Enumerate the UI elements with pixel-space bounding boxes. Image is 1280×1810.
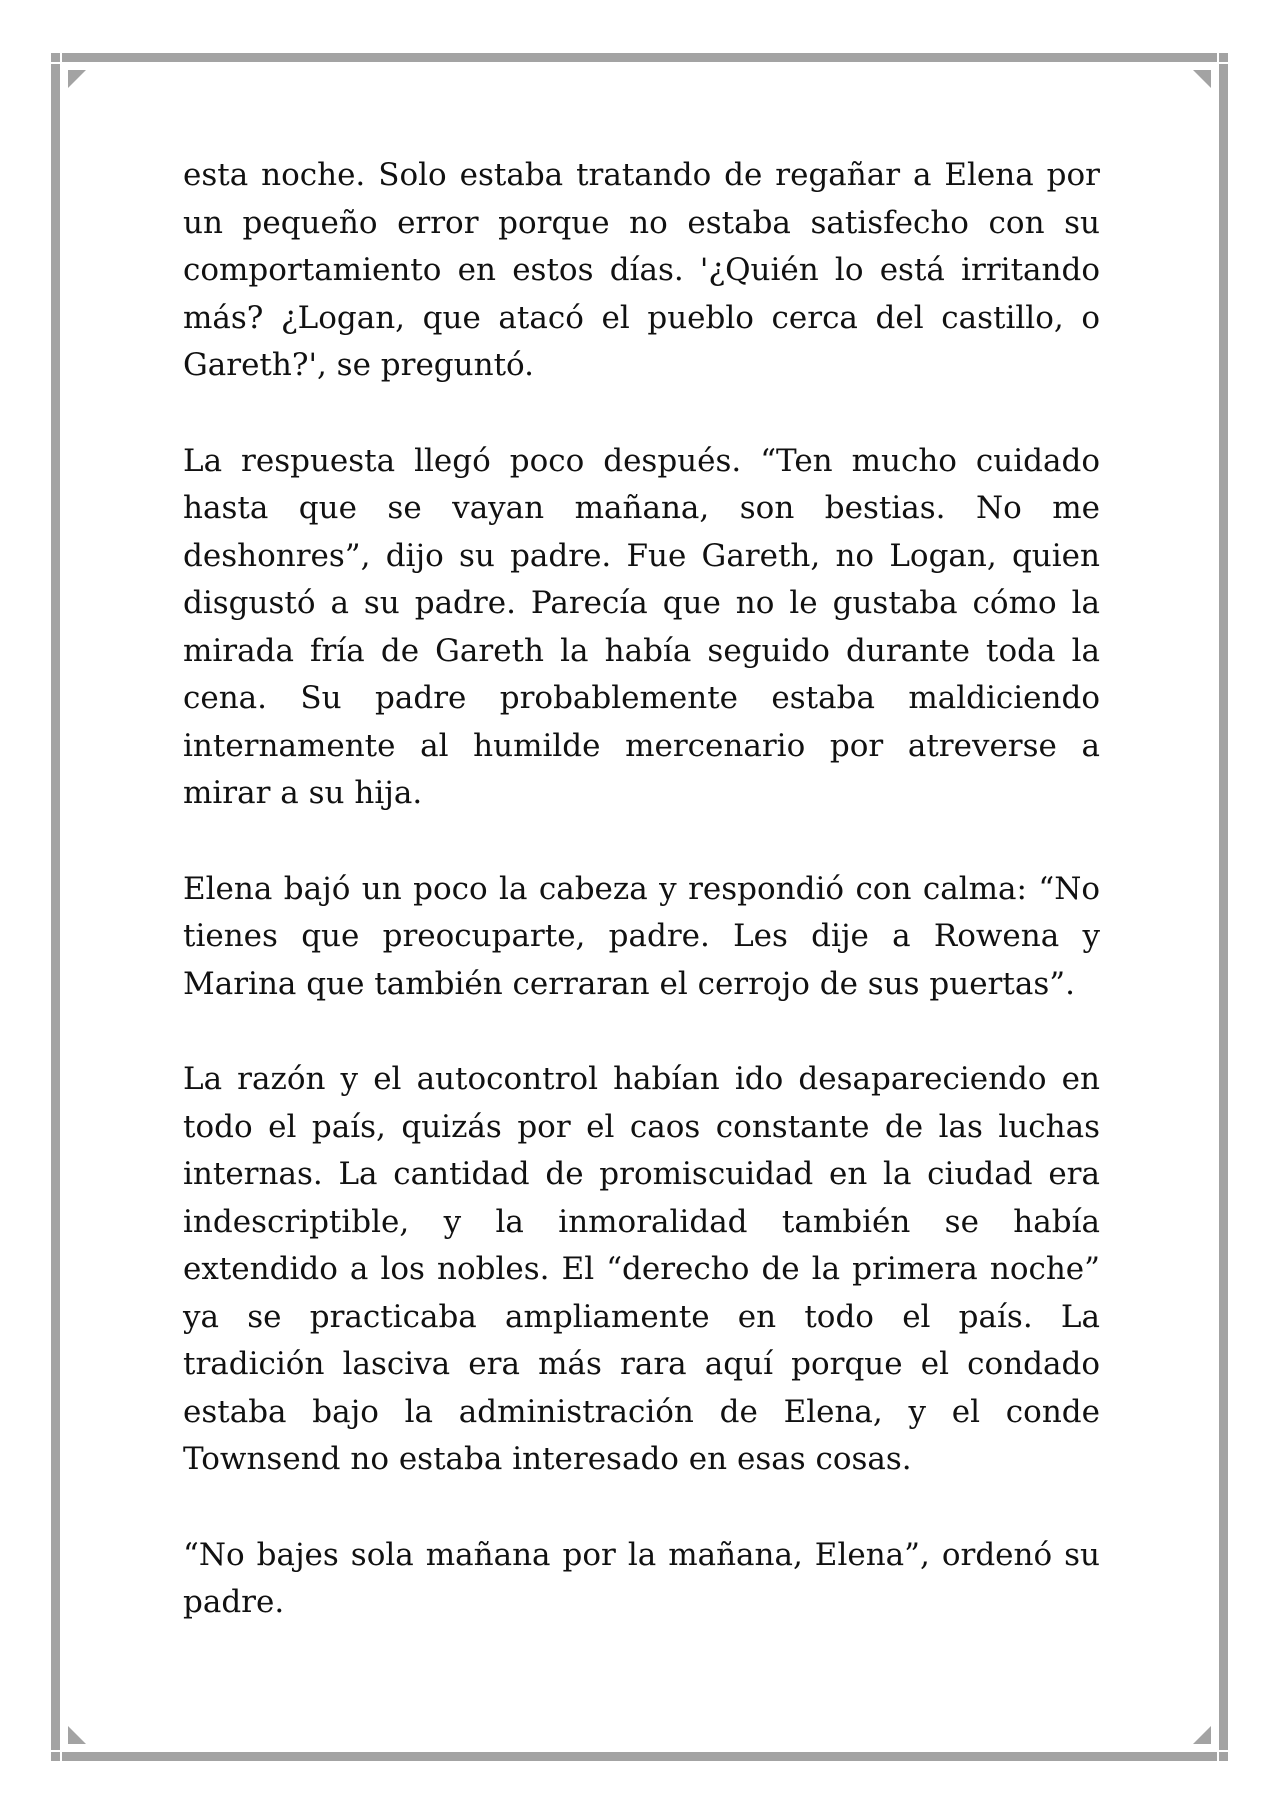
paragraph-5: “No bajes sola mañana por la mañana, Elena”, ordenó su padre. [183,1536,1100,1620]
corner-ornament-bl [68,1726,86,1744]
corner-square-bl [51,1752,60,1761]
corner-square-tl [51,53,60,62]
border-bottom [62,1752,1217,1761]
corner-ornament-br [1193,1726,1211,1744]
corner-square-br [1219,1752,1228,1761]
paragraph-3: Elena bajó un poco la cabeza y respondió con calma: “No tienes que preocuparte, padre. Les dije a Rowena y Marina que también cerraran el cerrojo de sus puertas”. [183,870,1100,1002]
border-top [62,53,1217,62]
paragraph-1: esta noche. Solo estaba tratando de regañar a Elena por un pequeño error porque no estaba satisfecho con su comportamiento en estos días. '¿Quién lo está irritando más? ¿Logan, que atacó el pueblo cerca del castillo, o Gareth?', se preguntó. [183,157,1100,383]
corner-ornament-tl [68,70,86,88]
paragraph-2: La respuesta llegó poco después. “Ten mucho cuidado hasta que se vayan mañana, son bestias. No me deshonres”, dijo su padre. Fue Gareth, no Logan, quien disgustó a su padre. Parecía que no le gustaba cómo la mirada fría de Gareth la había seguido durante toda la cena. Su padre probablemente estaba maldiciendo internamente al humilde mercenario por atreverse a mirar a su hija. [183,442,1100,811]
border-left [51,64,60,1750]
document-body [183,152,1100,1675]
corner-square-tr [1219,53,1228,62]
corner-ornament-tr [1193,70,1211,88]
paragraph-4: La razón y el autocontrol habían ido desapareciendo en todo el país, quizás por el caos constante de las luchas internas. La cantidad de promiscuidad en la ciudad era indescriptible, y la inmoralidad también se había extendido a los nobles. El “derecho de la primera noche” ya se practicaba ampliamente en todo el país. La tradición lasciva era más rara aquí porque el condado estaba bajo la administración de Elena, y el conde Townsend no estaba interesado en esas cosas. [183,1061,1100,1477]
border-right [1219,64,1228,1750]
